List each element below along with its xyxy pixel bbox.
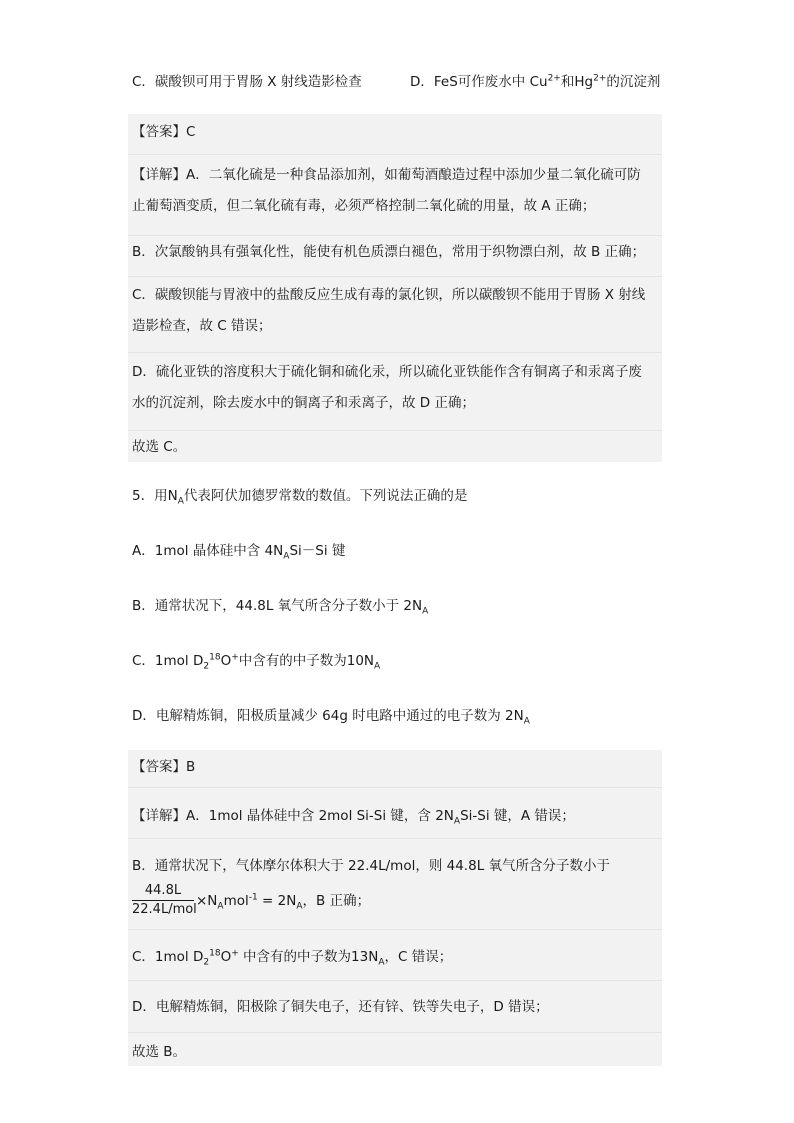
divider: [128, 1032, 662, 1033]
option-b: B．通常状况下，44.8L 氧气所含分子数小于 $2N_A$: [132, 598, 429, 617]
fraction: [132, 882, 197, 918]
divider: [128, 352, 662, 353]
fraction-numerator: 44.8L: [132, 882, 194, 901]
question-5-stem: 5．用$N_A$代表阿伏加德罗常数的数值。下列说法正确的是: [132, 488, 468, 507]
option-c-text: C．碳酸钡可用于胃肠 X 射线造影检查: [132, 74, 362, 90]
detail-line: 【详解】A．二氧化硫是一种食品添加剂，如葡萄酒酿造过程中添加少量二氧化硫可防: [132, 167, 641, 183]
option-c-top: [132, 72, 362, 92]
divider: [128, 154, 662, 155]
option-a: A．1mol 晶体硅中含 $4N_ASi-Si$ 键: [132, 543, 346, 562]
divider: [128, 980, 662, 981]
option-d-top: D．FeS可作废水中 $Cu^{2+}$和$Hg^{2+}$的沉淀剂: [410, 73, 661, 90]
divider: [128, 430, 662, 431]
divider: [128, 929, 662, 930]
detail-line: 水的沉淀剂，除去废水中的铜离子和汞离子，故 D 正确；: [132, 395, 475, 411]
detail-line: D．电解精炼铜，阳极除了铜失电子，还有锌、铁等失电子，D 错误；: [132, 999, 549, 1015]
detail-line: C．碳酸钡能与胃液中的盐酸反应生成有毒的氯化钡，所以碳酸钡不能用于胃肠 X 射线: [132, 287, 646, 303]
detail-line: 止葡萄酒变质，但二氧化硫有毒，必须严格控制二氧化硫的用量，故 A 正确；: [132, 198, 596, 214]
detail-line: B．次氯酸钠具有强氧化性，能使有机色质漂白褪色，常用于织物漂白剂，故 B 正确；: [132, 244, 646, 260]
detail-line: 【详解】A．1mol 晶体硅中含 2mol Si-Si 键，含 $2N_ASi-Si$ 键，A 错误；: [132, 808, 575, 827]
detail-line: B．通常状况下，气体摩尔体积大于 22.4L/mol，则 44.8L 氧气所含分子数小于: [132, 858, 611, 874]
answer-label: 【答案】C: [132, 124, 196, 140]
detail-line: $\times N_Amol^{-1} = 2N_A$，B 正确；: [196, 892, 371, 912]
conclusion: 故选 B。: [132, 1044, 187, 1060]
detail-line: D．硫化亚铁的溶度积大于硫化铜和硫化汞，所以硫化亚铁能作含有铜离子和汞离子废: [132, 364, 642, 380]
divider: [128, 276, 662, 277]
fraction-denominator: 22.4L/mol: [132, 902, 197, 917]
option-c: C．1mol $D_2^{18}O^+$中含有的中子数为$10N_A$: [132, 652, 381, 672]
detail-line: C．1mol $D_2^{18}O^+$ 中含有的中子数为$13N_A$，C 错误；: [132, 948, 453, 968]
divider: [128, 838, 662, 839]
detail-line: 造影检查，故 C 错误；: [132, 318, 272, 334]
option-d: D．电解精炼铜，阳极质量减少 64g 时电路中通过的电子数为 $2N_A$: [132, 708, 530, 727]
answer-label: 【答案】B: [132, 759, 196, 775]
divider: [128, 235, 662, 236]
conclusion: 故选 C。: [132, 439, 187, 455]
divider: [128, 787, 662, 788]
